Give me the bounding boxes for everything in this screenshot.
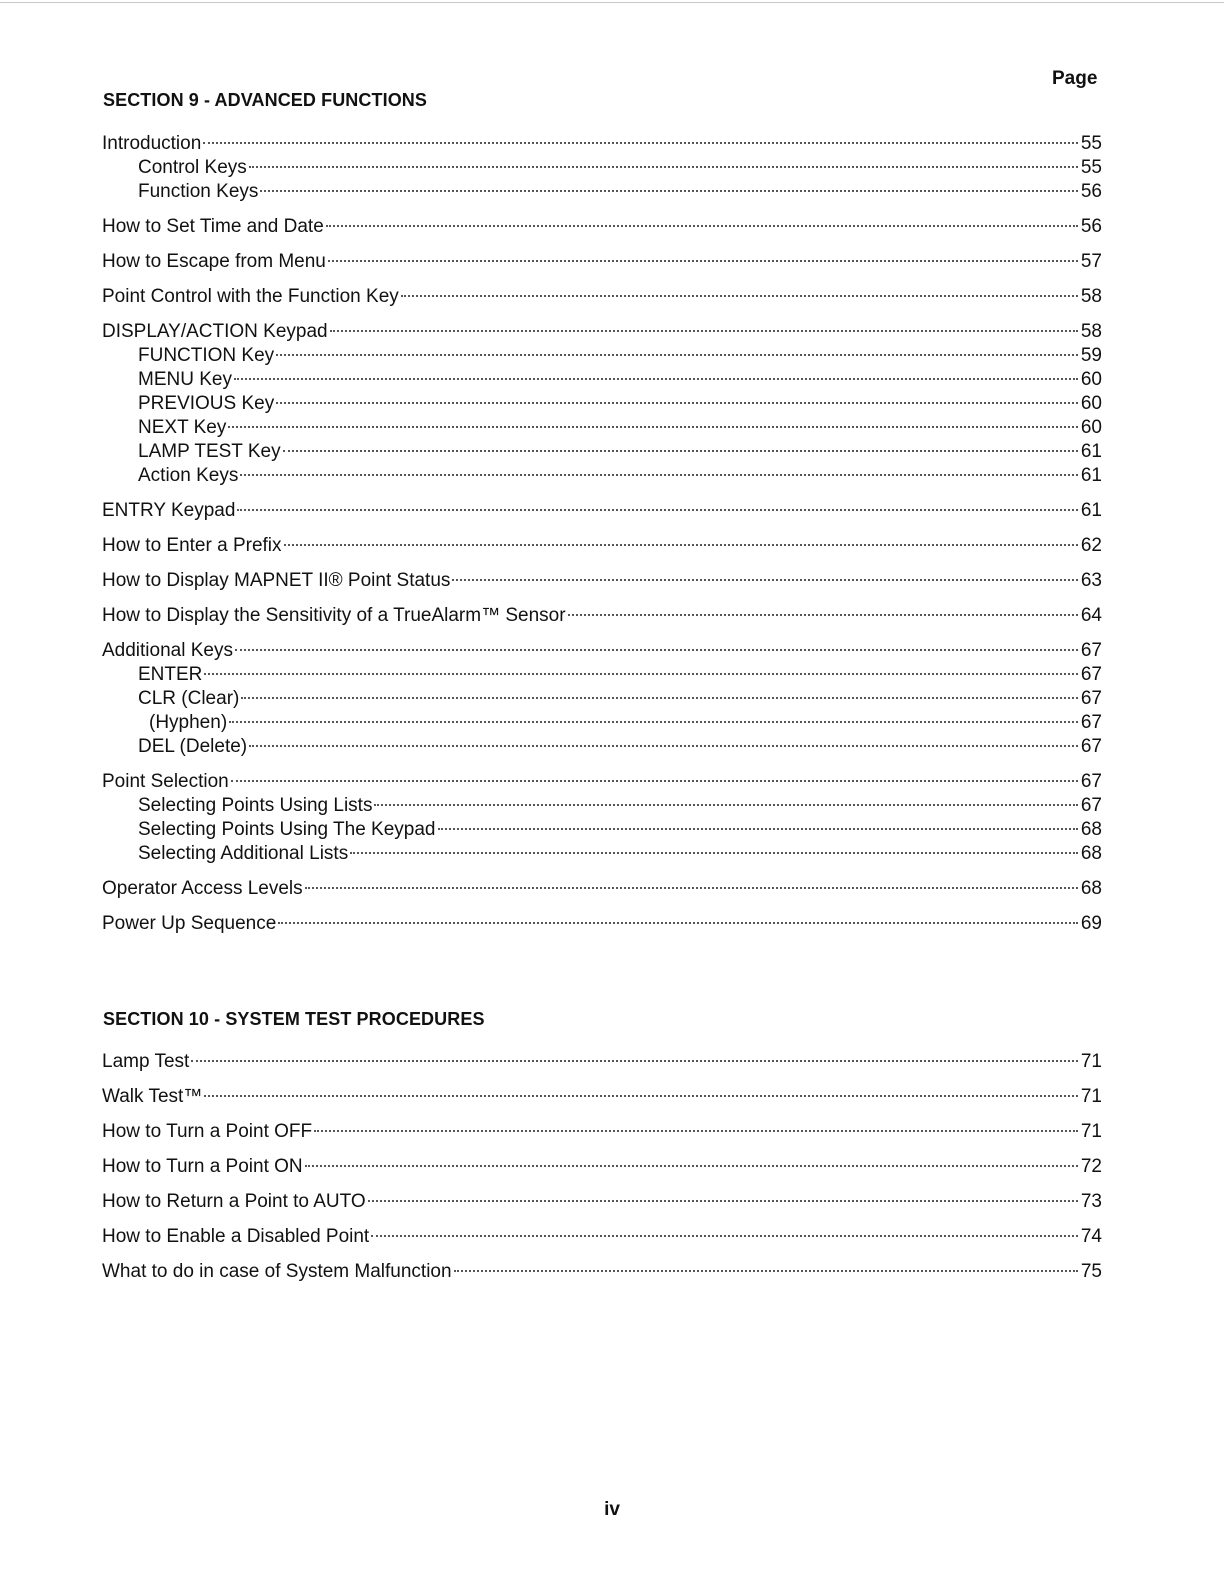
toc-entry-label: Lamp Test: [102, 1051, 190, 1072]
dot-leader: [371, 1235, 1078, 1237]
dot-leader: [438, 828, 1079, 830]
toc-entry-page: 58: [1080, 321, 1102, 342]
toc-entry-label: What to do in case of System Malfunction: [102, 1261, 452, 1282]
toc-entry-label: How to Display the Sensitivity of a TrueAlarm™ Sensor: [102, 605, 566, 626]
toc-entry[interactable]: [102, 320, 1102, 344]
toc-entry-page: 55: [1080, 133, 1102, 154]
toc-entry[interactable]: [102, 250, 1102, 274]
toc-entry-label: DISPLAY/ACTION Keypad: [102, 321, 328, 342]
dot-leader: [237, 509, 1078, 511]
toc-entry[interactable]: [102, 156, 1102, 180]
toc-entry[interactable]: [102, 735, 1102, 759]
toc-entry-label: How to Set Time and Date: [102, 216, 324, 237]
toc-entry-label: LAMP TEST Key: [138, 441, 281, 462]
toc-entry-page: 67: [1080, 712, 1102, 733]
toc-entry-page: 67: [1080, 640, 1102, 661]
toc-entry-page: 58: [1080, 286, 1102, 307]
toc-entry-label: Selecting Additional Lists: [138, 843, 349, 864]
toc-entry-label: Selecting Points Using Lists: [138, 795, 373, 816]
toc-entry-page: 69: [1080, 913, 1102, 934]
toc-entry[interactable]: [102, 842, 1102, 866]
toc-entry[interactable]: [102, 770, 1102, 794]
dot-leader: [234, 378, 1078, 380]
toc-entry-page: 75: [1080, 1261, 1102, 1282]
toc-entry-page: 67: [1080, 795, 1102, 816]
toc-entry[interactable]: [102, 794, 1102, 818]
toc-entry[interactable]: [102, 416, 1102, 440]
dot-leader: [283, 450, 1078, 452]
toc-entry-label: CLR (Clear): [138, 688, 240, 709]
toc-entry-page: 60: [1080, 417, 1102, 438]
toc-entry-label: FUNCTION Key: [138, 345, 275, 366]
dot-leader: [568, 614, 1078, 616]
toc-entry[interactable]: [102, 818, 1102, 842]
dot-leader: [305, 887, 1078, 889]
toc-entry-page: 62: [1080, 535, 1102, 556]
dot-leader: [249, 745, 1078, 747]
toc-entry[interactable]: [102, 499, 1102, 523]
toc-entry-page: 61: [1080, 500, 1102, 521]
toc-entry-label: Action Keys: [138, 465, 239, 486]
toc-entry-label: ENTRY Keypad: [102, 500, 236, 521]
toc-entry[interactable]: [102, 1225, 1102, 1249]
toc-entry-page: 60: [1080, 369, 1102, 390]
toc-entry[interactable]: [102, 711, 1102, 735]
toc-entry-label: Walk Test™: [102, 1086, 203, 1107]
toc-entry[interactable]: [102, 604, 1102, 628]
toc-entry-label: How to Escape from Menu: [102, 251, 326, 272]
dot-leader: [454, 1270, 1078, 1272]
toc-entry[interactable]: [102, 687, 1102, 711]
toc-entry[interactable]: [102, 1260, 1102, 1284]
toc-entry[interactable]: [102, 464, 1102, 488]
toc-entry-label: DEL (Delete): [138, 736, 248, 757]
toc-entry-page: 67: [1080, 688, 1102, 709]
toc-entry-label: (Hyphen): [149, 712, 228, 733]
dot-leader: [452, 579, 1078, 581]
dot-leader: [401, 295, 1078, 297]
toc-entry-page: 57: [1080, 251, 1102, 272]
toc-list: [102, 132, 1102, 936]
toc-entry-page: 59: [1080, 345, 1102, 366]
toc-entry[interactable]: [102, 877, 1102, 901]
dot-leader: [204, 1095, 1078, 1097]
toc-entry[interactable]: [102, 1120, 1102, 1144]
toc-entry[interactable]: [102, 569, 1102, 593]
dot-leader: [284, 544, 1078, 546]
dot-leader: [326, 225, 1078, 227]
dot-leader: [191, 1060, 1078, 1062]
toc-entry[interactable]: [102, 1085, 1102, 1109]
section-heading: SECTION 10 - SYSTEM TEST PROCEDURES: [103, 1009, 485, 1029]
toc-entry-page: 56: [1080, 181, 1102, 202]
dot-leader: [305, 1165, 1078, 1167]
toc-entry-page: 67: [1080, 736, 1102, 757]
toc-entry[interactable]: [102, 663, 1102, 687]
toc-entry-label: Function Keys: [138, 181, 259, 202]
toc-entry[interactable]: [102, 368, 1102, 392]
toc-entry[interactable]: [102, 392, 1102, 416]
toc-entry-label: NEXT Key: [138, 417, 227, 438]
toc-entry[interactable]: [102, 912, 1102, 936]
dot-leader: [276, 354, 1078, 356]
toc-entry-label: How to Turn a Point OFF: [102, 1121, 313, 1142]
toc-entry-label: How to Display MAPNET II® Point Status: [102, 570, 451, 591]
toc-entry[interactable]: [102, 1190, 1102, 1214]
toc-entry-label: Operator Access Levels: [102, 878, 303, 899]
toc-entry-label: ENTER: [138, 664, 203, 685]
dot-leader: [330, 330, 1078, 332]
toc-entry-page: 61: [1080, 465, 1102, 486]
dot-leader: [204, 673, 1078, 675]
dot-leader: [276, 402, 1078, 404]
dot-leader: [260, 190, 1078, 192]
toc-entry-label: Selecting Points Using The Keypad: [138, 819, 436, 840]
toc-entry[interactable]: [102, 285, 1102, 309]
toc-entry-page: 64: [1080, 605, 1102, 626]
toc-entry-label: PREVIOUS Key: [138, 393, 275, 414]
dot-leader: [229, 721, 1078, 723]
toc-entry-page: 72: [1080, 1156, 1102, 1177]
page-column-label: Page: [1052, 68, 1098, 89]
toc-entry-label: Introduction: [102, 133, 202, 154]
toc-entry-page: 68: [1080, 819, 1102, 840]
toc-entry-page: 56: [1080, 216, 1102, 237]
toc-entry-label: How to Return a Point to AUTO: [102, 1191, 366, 1212]
toc-entry-page: 68: [1080, 878, 1102, 899]
toc-entry[interactable]: [102, 1155, 1102, 1179]
dot-leader: [278, 922, 1078, 924]
toc-entry[interactable]: [102, 534, 1102, 558]
toc-entry-page: 63: [1080, 570, 1102, 591]
dot-leader: [249, 166, 1078, 168]
dot-leader: [231, 780, 1078, 782]
section-heading: SECTION 9 - ADVANCED FUNCTIONS: [103, 90, 428, 110]
toc-entry-label: How to Turn a Point ON: [102, 1156, 303, 1177]
toc-entry-page: 67: [1080, 664, 1102, 685]
toc-entry-label: Point Selection: [102, 771, 229, 792]
toc-entry-label: MENU Key: [138, 369, 232, 390]
toc-entry-page: 61: [1080, 441, 1102, 462]
toc-entry[interactable]: [102, 639, 1102, 663]
dot-leader: [235, 649, 1078, 651]
dot-leader: [240, 474, 1078, 476]
toc-entry[interactable]: [102, 132, 1102, 156]
toc-entry-page: 74: [1080, 1226, 1102, 1247]
dot-leader: [328, 260, 1078, 262]
top-rule: [0, 2, 1224, 3]
toc-entry-page: 67: [1080, 771, 1102, 792]
toc-entry-page: 68: [1080, 843, 1102, 864]
toc-entry-label: How to Enter a Prefix: [102, 535, 282, 556]
toc-entry-page: 55: [1080, 157, 1102, 178]
dot-leader: [228, 426, 1078, 428]
dot-leader: [203, 142, 1078, 144]
dot-leader: [241, 697, 1078, 699]
toc-entry[interactable]: [102, 344, 1102, 368]
toc-entry[interactable]: [102, 215, 1102, 239]
toc-entry-page: 73: [1080, 1191, 1102, 1212]
toc-entry-label: Power Up Sequence: [102, 913, 277, 934]
toc-entry[interactable]: [102, 440, 1102, 464]
toc-entry-label: How to Enable a Disabled Point: [102, 1226, 370, 1247]
dot-leader: [374, 804, 1078, 806]
toc-entry-page: 71: [1080, 1121, 1102, 1142]
dot-leader: [368, 1200, 1078, 1202]
page-number: iv: [604, 1499, 620, 1520]
toc-entry-label: Control Keys: [138, 157, 247, 178]
dot-leader: [314, 1130, 1078, 1132]
toc-entry-page: 60: [1080, 393, 1102, 414]
toc-entry-page: 71: [1080, 1086, 1102, 1107]
toc-list: [102, 1050, 1102, 1284]
dot-leader: [350, 852, 1078, 854]
toc-entry-label: Additional Keys: [102, 640, 233, 661]
toc-entry-label: Point Control with the Function Key: [102, 286, 399, 307]
toc-entry-page: 71: [1080, 1051, 1102, 1072]
toc-entry[interactable]: [102, 180, 1102, 204]
toc-entry[interactable]: [102, 1050, 1102, 1074]
